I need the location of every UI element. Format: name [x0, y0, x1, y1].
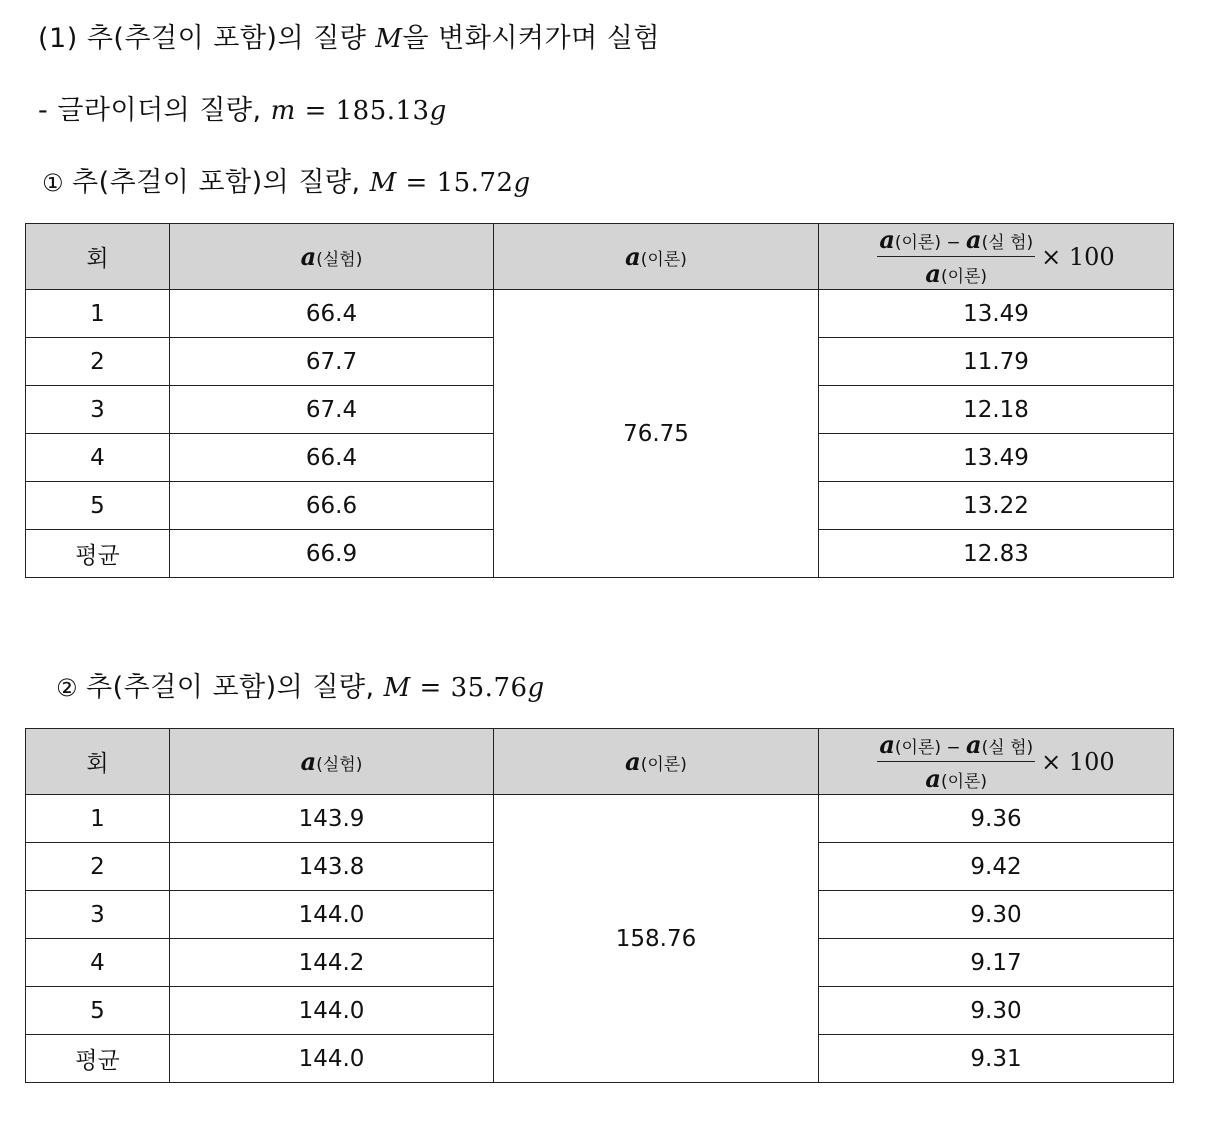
experimental-value-cell: 144.0 [170, 1035, 494, 1083]
table-header-row [26, 729, 1174, 795]
trial-cell: 1 [26, 795, 170, 843]
heading-prefix: (1) 추(추걸이 포함)의 질량 [38, 23, 376, 54]
theoretical-value-cell: 76.75 [494, 290, 819, 578]
experiment-1-label [42, 160, 531, 199]
experimental-value-cell: 67.7 [170, 338, 494, 386]
experimental-value-cell: 66.4 [170, 434, 494, 482]
times-100: × 100 [1041, 747, 1115, 776]
error-value-cell: 9.36 [819, 795, 1174, 843]
theoretical-acceleration-header: a(이론) [494, 729, 819, 795]
error-percent-header [819, 729, 1174, 795]
experimental-value-cell: 143.8 [170, 843, 494, 891]
experiment-2-value: = 35.76 [410, 673, 528, 703]
experimental-value-cell: 144.2 [170, 939, 494, 987]
error-value-cell: 9.30 [819, 987, 1174, 1035]
results-table-2 [25, 728, 1174, 1083]
section-heading [38, 16, 660, 55]
experimental-acceleration-header: a(실험) [170, 729, 494, 795]
trial-header: 회 [26, 224, 170, 290]
trial-cell: 3 [26, 891, 170, 939]
error-value-cell: 9.31 [819, 1035, 1174, 1083]
experiment-1-var: M [369, 168, 397, 198]
experimental-value-cell: 67.4 [170, 386, 494, 434]
trial-cell: 4 [26, 434, 170, 482]
circled-two-marker: ② [56, 674, 79, 702]
experimental-value-cell: 66.6 [170, 482, 494, 530]
experiment-2-var: M [383, 673, 411, 703]
theoretical-value-cell: 158.76 [494, 795, 819, 1083]
trial-cell: 5 [26, 987, 170, 1035]
experiment-2-text: 추(추걸이 포함)의 질량, [86, 672, 384, 703]
trial-cell: 4 [26, 939, 170, 987]
heading-var: M [375, 24, 403, 54]
experiment-1-text: 추(추걸이 포함)의 질량, [72, 167, 370, 198]
times-100: × 100 [1041, 242, 1115, 271]
experimental-value-cell: 144.0 [170, 891, 494, 939]
trial-header: 회 [26, 729, 170, 795]
table-row [26, 290, 1174, 338]
experimental-value-cell: 144.0 [170, 987, 494, 1035]
trial-cell: 평균 [26, 530, 170, 578]
error-value-cell: 12.83 [819, 530, 1174, 578]
experiment-1-unit: g [513, 168, 531, 198]
trial-cell: 5 [26, 482, 170, 530]
table-header-row [26, 224, 1174, 290]
error-formula-fraction: $\frac{\text{a(이론) − a(실 험)}}{\text{a(이론)}}$ [879, 225, 1034, 288]
error-formula-fraction: $\frac{\text{a(이론) − a(실 험)}}{\text{a(이론)}}$ [879, 730, 1034, 793]
circled-one-marker: ① [42, 169, 65, 197]
error-value-cell: 13.49 [819, 290, 1174, 338]
experimental-value-cell: 66.9 [170, 530, 494, 578]
table-row [26, 795, 1174, 843]
glider-var: m [270, 96, 296, 126]
error-value-cell: 9.30 [819, 891, 1174, 939]
experimental-value-cell: 143.9 [170, 795, 494, 843]
experimental-value-cell: 66.4 [170, 290, 494, 338]
trial-cell: 2 [26, 843, 170, 891]
trial-cell: 1 [26, 290, 170, 338]
error-percent-header [819, 224, 1174, 290]
glider-value: = 185.13 [295, 96, 430, 126]
trial-cell: 평균 [26, 1035, 170, 1083]
glider-label: - 글라이더의 질량, [38, 95, 271, 126]
theoretical-acceleration-header: a(이론) [494, 224, 819, 290]
results-table-1 [25, 223, 1174, 578]
error-value-cell: 12.18 [819, 386, 1174, 434]
glider-mass-line [38, 88, 447, 127]
experiment-2-label [56, 665, 545, 704]
glider-unit: g [429, 96, 447, 126]
error-value-cell: 13.22 [819, 482, 1174, 530]
heading-suffix: 을 변화시켜가며 실험 [402, 23, 660, 54]
experiment-1-value: = 15.72 [396, 168, 514, 198]
trial-cell: 3 [26, 386, 170, 434]
error-value-cell: 9.17 [819, 939, 1174, 987]
trial-cell: 2 [26, 338, 170, 386]
experimental-acceleration-header: a(실험) [170, 224, 494, 290]
error-value-cell: 9.42 [819, 843, 1174, 891]
experiment-2-unit: g [527, 673, 545, 703]
error-value-cell: 11.79 [819, 338, 1174, 386]
error-value-cell: 13.49 [819, 434, 1174, 482]
